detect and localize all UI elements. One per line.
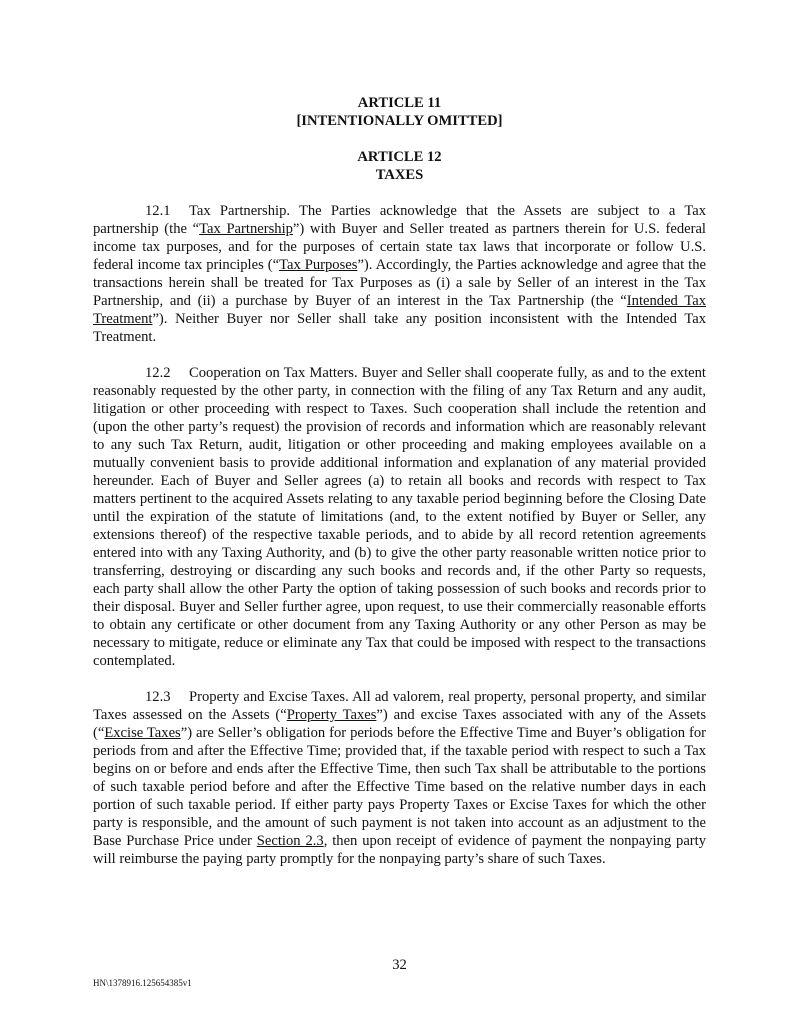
section-text: ”). Neither Buyer nor Seller shall take any position inconsistent with the Intended Tax Treatment. — [93, 311, 706, 345]
section-text: All ad valorem, real property, personal property, and similar Taxes assessed on the Assets (“ — [93, 689, 706, 723]
defined-term-property-taxes: Property Taxes — [286, 707, 377, 723]
article-11-subtitle: [INTENTIONALLY OMITTED] — [296, 113, 503, 129]
section-text: ”) are Seller’s obligation for periods before the Effective Time and Buyer’s obligation for periods from and after the Effective Time; provided that, if the taxable period with respect to such a Tax begins on or before and ends after the Effective Time, then such Tax shall be attributable to the portions of such taxable period before and after the Effective Time based on the relative number days in each portion of such taxable period. If either party pays Property Taxes or Excise Taxes for which the other party is responsible, and the amount of such payment is not taken into account as an adjustment to the Base Purchase Price under — [93, 725, 706, 849]
section-text: , then upon receipt of evidence of payment the nonpaying party will reimburse the paying party promptly for the nonpaying party’s share of such Taxes. — [93, 833, 707, 867]
section-text: ”) and excise Taxes associated with any of the Assets (“ — [93, 707, 707, 741]
section-12-1 — [93, 202, 706, 346]
page-number: 32 — [392, 957, 407, 973]
section-number: 12.1 — [145, 203, 171, 219]
defined-term-intended-tax-treatment: Intended Tax Treatment — [93, 293, 706, 327]
section-number: 12.2 — [145, 365, 171, 381]
section-heading: Property and Excise Taxes. — [189, 689, 349, 705]
section-heading: Tax Partnership. — [189, 203, 291, 219]
document-id: HN\1378916.125654385v1 — [93, 978, 192, 988]
section-text: ”). Accordingly, the Parties acknowledge and agree that the transactions herein shall be treated for Tax Purposes as (i) a sale by Seller of an interest in the Tax Partnership, and (ii) a purchase by Buyer of an interest in the Tax Partnership (the “ — [93, 257, 706, 309]
defined-term-tax-purposes: Tax Purposes — [279, 257, 358, 273]
section-12-2 — [93, 364, 706, 670]
section-text: The Parties acknowledge that the Assets are subject to a Tax partnership (the “ — [93, 203, 706, 237]
defined-term-tax-partnership: Tax Partnership — [199, 221, 293, 237]
section-text: Buyer and Seller shall cooperate fully, as and to the extent reasonably requested by the other party, in connection with the filing of any Tax Return and any audit, litigation or other proceeding with respect to Taxes. Such cooperation shall include the retention and (upon the other party’s request) the provision of records and information which are reasonably relevant to any such Tax Return, audit, litigation or other proceeding and making employees available on a mutually convenient basis to provide additional information and explanation of any material provided hereunder. Each of Buyer and Seller agrees (a) to retain all books and records with respect to Tax matters pertinent to the acquired Assets relating to any taxable period beginning before the Closing Date until the expiration of the statute of limitations (and, to the extent notified by Buyer or Seller, any extensions thereof) of the respective taxable periods, and to abide by all record retention agreements entered into with any Taxing Authority, and (b) to give the other party reasonable written notice prior to transferring, destroying or discarding any such books and records and, if the other Party so requests, each party shall allow the other Party the option of taking possession of such books and records prior to their disposal. Buyer and Seller further agree, upon request, to use their commercially reasonable efforts to obtain any certificate or other document from any Taxing Authority or any other Person as may be necessary to mitigate, reduce or eliminate any Tax that could be imposed with respect to the transactions contemplated. — [93, 365, 706, 669]
article-11-title: ARTICLE 11 — [357, 95, 442, 111]
section-2-3-link: Section 2.3 — [256, 833, 324, 849]
article-12-subtitle: TAXES — [375, 167, 424, 183]
section-text: ”) with Buyer and Seller treated as partners therein for U.S. federal income tax purposes, and for the purposes of certain state tax laws that incorporate or follow U.S. federal income tax principles (“ — [93, 221, 706, 273]
section-12-3 — [93, 688, 706, 868]
section-heading: Cooperation on Tax Matters. — [189, 365, 358, 381]
article-12-title: ARTICLE 12 — [357, 149, 442, 165]
document-page — [93, 94, 706, 868]
section-number: 12.3 — [145, 689, 171, 705]
defined-term-excise-taxes: Excise Taxes — [104, 725, 181, 741]
